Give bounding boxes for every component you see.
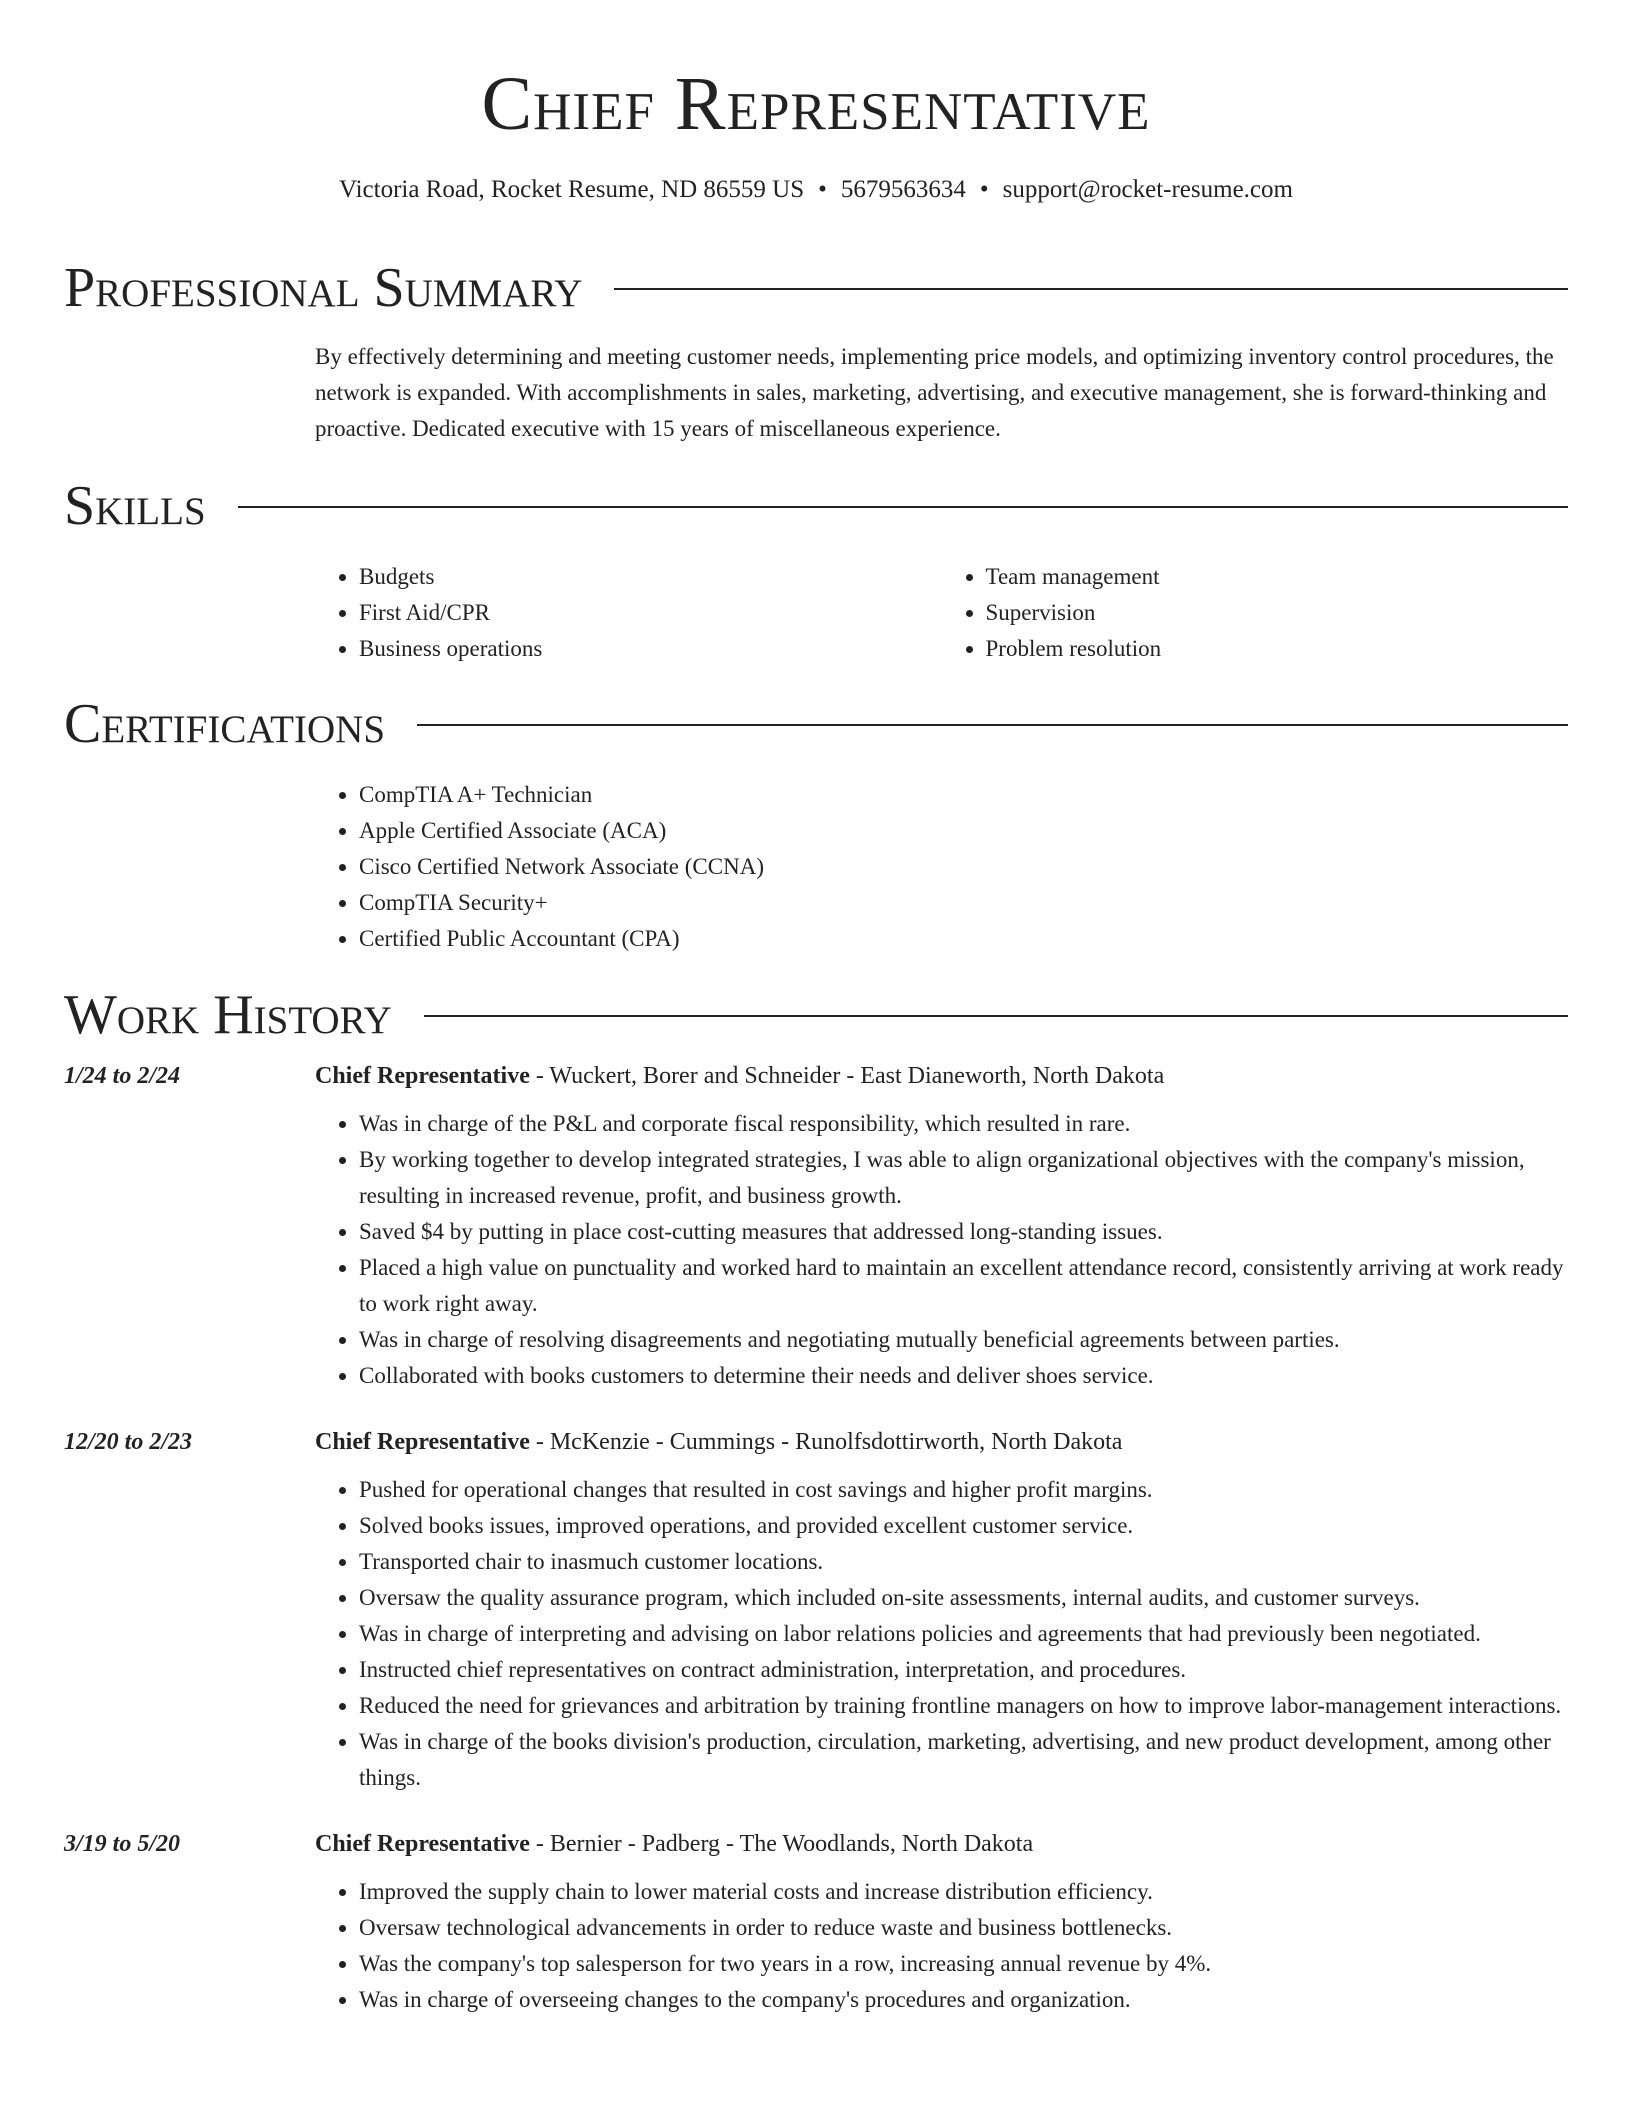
section-title: Certifications [64,693,386,755]
skill-item: • Budgets [359,559,942,595]
skills-list [315,559,1568,667]
section-title: Professional Summary [64,257,583,319]
contact-line [0,174,1632,206]
job-dates: 12/20 to 2/23 [64,1429,193,1455]
skill-item: • First Aid/CPR [359,595,942,631]
job-heading [315,1058,1568,1094]
job-title: Chief Representative [315,1429,530,1455]
responsibility-item: • Reduced the need for grievances and arbitration by training frontline managers on how to improve labor-management interactions. [359,1688,1568,1724]
job-title: Chief Representative [315,1831,530,1857]
section-header [64,691,1568,757]
job-heading [315,1424,1568,1460]
job-heading [315,1826,1568,1862]
resume-header [0,0,1632,206]
contact-address: Victoria Road, Rocket Resume, ND 86559 US [339,176,805,203]
job-entry [64,1826,1568,2018]
responsibility-item: • Was in charge of resolving disagreements and negotiating mutually beneficial agreements between parties. [359,1322,1568,1358]
job-company: - Bernier - Padberg - The Woodlands, North Dakota [529,1831,1034,1857]
responsibility-item: • Was in charge of interpreting and advising on labor relations policies and agreements that had previously been negotiated. [359,1616,1568,1652]
responsibility-item: • Pushed for operational changes that resulted in cost savings and higher profit margins. [359,1472,1568,1508]
work-history-section [0,982,1632,2048]
job-responsibilities [315,1472,1568,1796]
section-divider [238,506,1568,508]
certifications-section [0,691,1632,957]
skill-item: • Team management [986,559,1569,595]
responsibility-item: • Was in charge of overseeing changes to the company's procedures and organization. [359,1982,1568,2018]
section-header [64,255,1568,321]
section-title: Skills [64,475,206,537]
job-entry [64,1058,1568,1394]
job-entry [64,1424,1568,1796]
section-title: Work History [64,984,392,1046]
skill-item: • Supervision [986,595,1569,631]
job-responsibilities [315,1874,1568,2018]
skill-item: • Problem resolution [986,631,1569,667]
job-company: - McKenzie - Cummings - Runolfsdottirworth, North Dakota [529,1429,1123,1455]
section-divider [424,1015,1568,1017]
job-responsibilities [315,1106,1568,1394]
section-divider [614,288,1568,290]
section-header [64,473,1568,539]
section-divider [417,724,1568,726]
responsibility-item: • Instructed chief representatives on contract administration, interpretation, and procedures. [359,1652,1568,1688]
section-header [64,982,1568,1048]
responsibility-item: • Solved books issues, improved operations, and provided excellent customer service. [359,1508,1568,1544]
contact-phone: 5679563634 [840,176,966,203]
responsibility-item: • Was in charge of the books division's production, circulation, marketing, advertising, and new product development, among other things. [359,1724,1568,1796]
job-title: Chief Representative [315,1063,530,1089]
responsibility-item: • Collaborated with books customers to determine their needs and deliver shoes service. [359,1358,1568,1394]
responsibility-item: • Saved $4 by putting in place cost-cutting measures that addressed long-standing issues. [359,1214,1568,1250]
skill-item: • Business operations [359,631,942,667]
certification-item: • Certified Public Accountant (CPA) [359,921,1568,957]
job-company: - Wuckert, Borer and Schneider - East Dianeworth, North Dakota [529,1063,1165,1089]
contact-separator: • [818,176,827,203]
responsibility-item: • Was in charge of the P&L and corporate fiscal responsibility, which resulted in rare. [359,1106,1568,1142]
contact-email: support@rocket-resume.com [1002,176,1293,203]
responsibility-item: • By working together to develop integrated strategies, I was able to align organizational objectives with the company's mission, resulting in increased revenue, profit, and business growth. [359,1142,1568,1214]
candidate-name: Chief Representative [481,62,1151,146]
skills-column-right [942,559,1569,667]
responsibility-item: • Placed a high value on punctuality and worked hard to maintain an excellent attendance record, consistently arriving at work ready to work right away. [359,1250,1568,1322]
job-dates: 1/24 to 2/24 [64,1063,181,1089]
job-dates: 3/19 to 5/20 [64,1831,181,1857]
responsibility-item: • Oversaw the quality assurance program, which included on-site assessments, internal audits, and customer surveys. [359,1580,1568,1616]
certification-item: • CompTIA A+ Technician [359,777,1568,813]
certification-item: • CompTIA Security+ [359,885,1568,921]
certifications-list [315,777,1568,957]
certification-item: • Cisco Certified Network Associate (CCNA) [359,849,1568,885]
responsibility-item: • Transported chair to inasmuch customer locations. [359,1544,1568,1580]
responsibility-item: • Oversaw technological advancements in order to reduce waste and business bottlenecks. [359,1910,1568,1946]
skills-section [0,473,1632,667]
responsibility-item: • Improved the supply chain to lower material costs and increase distribution efficiency. [359,1874,1568,1910]
responsibility-item: • Was the company's top salesperson for two years in a row, increasing annual revenue by 4%. [359,1946,1568,1982]
skills-column-left [315,559,942,667]
certification-item: • Apple Certified Associate (ACA) [359,813,1568,849]
summary-text: By effectively determining and meeting customer needs, implementing price models, and optimizing inventory control procedures, the network is expanded. With accomplishments in sales, marketing, advertising, and executive management, she is forward-thinking and proactive. Dedicated executive with 15 years of miscellaneous experience. [315,344,1554,441]
contact-separator: • [979,176,989,203]
summary-section [0,255,1632,447]
